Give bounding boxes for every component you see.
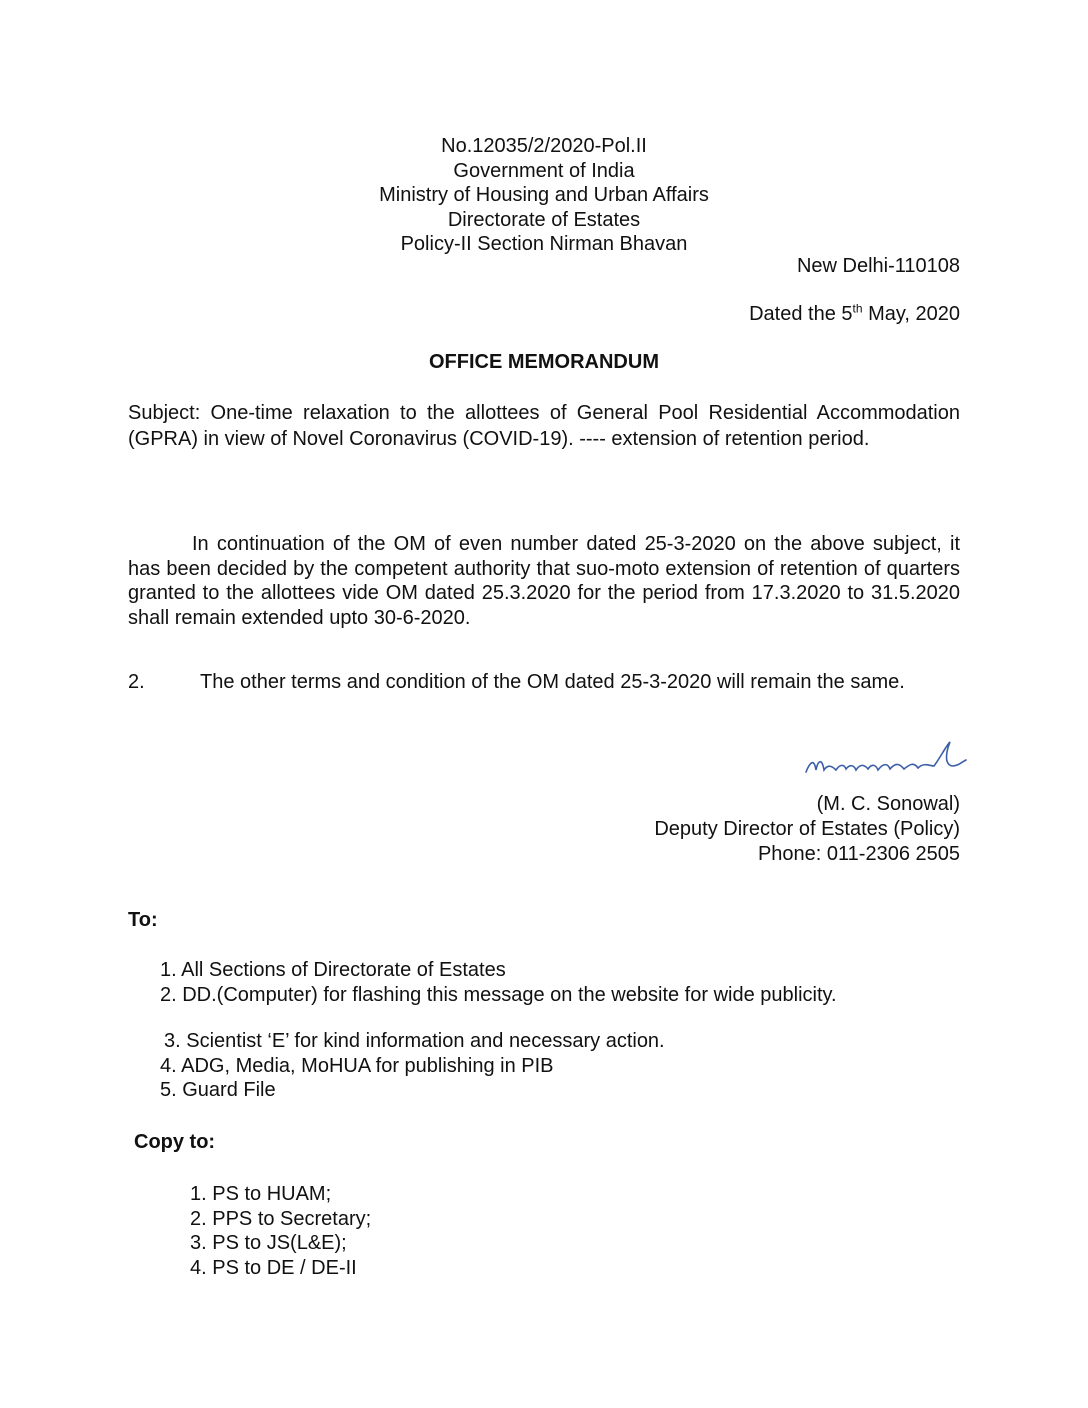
paragraph-2-number: 2. — [128, 671, 145, 693]
list-item: 1. All Sections of Directorate of Estates — [160, 959, 506, 981]
list-item: 4. PS to DE / DE-II — [190, 1256, 357, 1279]
signatory-block — [654, 792, 960, 867]
signature-image — [800, 736, 970, 786]
copy-to-heading: Copy to: — [134, 1131, 216, 1153]
date-superscript: th — [852, 301, 863, 316]
list-item: 2. DD.(Computer) for flashing this message on the website for wide publicity. — [160, 983, 837, 1006]
date-suffix: May, 2020 — [862, 303, 960, 325]
memo-title: OFFICE MEMORANDUM — [429, 351, 659, 373]
place: New Delhi-110108 — [796, 255, 960, 277]
section-line: Policy-II Section Nirman Bhavan — [400, 233, 688, 255]
directorate-line: Directorate of Estates — [447, 208, 641, 231]
paragraph-2-text: The other terms and condition of the OM dated 25-3-2020 will remain the same. — [200, 671, 905, 693]
ministry-line: Ministry of Housing and Urban Affairs — [379, 184, 709, 206]
list-item: 4. ADG, Media, MoHUA for publishing in PIB — [160, 1054, 554, 1077]
list-item: 2. PPS to Secretary; — [190, 1207, 372, 1230]
list-item: 3. PS to JS(L&E); — [190, 1232, 347, 1254]
paragraph-2 — [128, 670, 905, 694]
to-heading: To: — [128, 909, 158, 931]
subject: Subject: One-time relaxation to the allottees of General Pool Residential Accommodation (GPRA) in view of Novel Coronavirus (COVID-19). ---- extension of retention period. — [128, 402, 960, 450]
signatory-phone: Phone: 011-2306 2505 — [757, 843, 960, 865]
date-line — [749, 302, 960, 326]
reference-number: No.12035/2/2020-Pol.II — [441, 135, 647, 157]
signatory-name: (M. C. Sonowal) — [816, 793, 960, 815]
to-list — [160, 958, 837, 1103]
government-line: Government of India — [453, 159, 635, 182]
copy-to-list — [190, 1182, 371, 1280]
list-item: 5. Guard File — [160, 1079, 276, 1101]
signatory-designation: Deputy Director of Estates (Policy) — [654, 818, 960, 840]
letterhead — [0, 134, 1088, 257]
paragraph-1: In continuation of the OM of even number dated 25-3-2020 on the above subject, it has been decided by the competent authority that suo-moto extension of retention of quarters granted to the allottees vide OM dated 25.3.2020 for the period from 17.3.2020 to 31.5.2020 shall remain extended upto 30-6-2020. — [128, 533, 960, 629]
list-item: 3. Scientist ‘E’ for kind information and necessary action. — [164, 1030, 665, 1052]
list-item: 1. PS to HUAM; — [190, 1183, 332, 1205]
date-prefix: Dated the 5 — [749, 303, 853, 325]
